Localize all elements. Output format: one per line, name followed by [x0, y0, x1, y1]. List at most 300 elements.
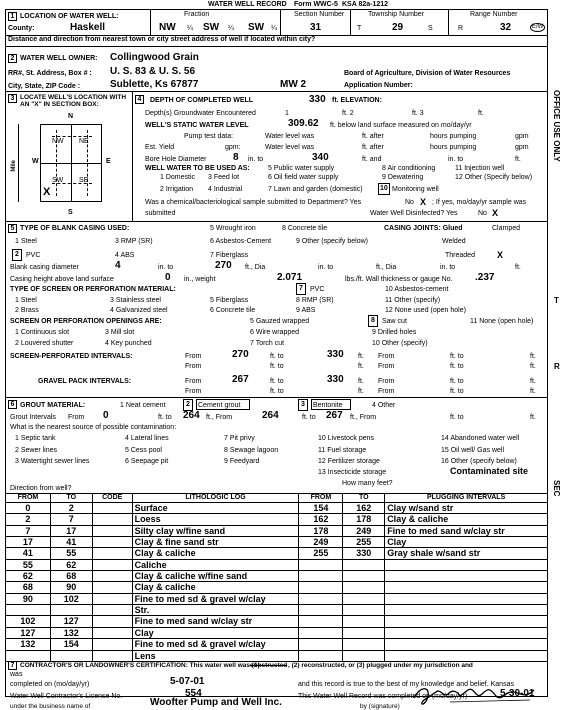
lbs-ft-gauge: lbs./ft. Wall thickness or gauge No. [345, 276, 453, 283]
certification-text-a: CONTRACTOR'S OR LANDOWNER'S CERTIFICATION: This water well was (1) [20, 662, 260, 669]
contam-lateral-lines: 4 Lateral lines [125, 435, 169, 442]
section-2-number: 2 [8, 54, 17, 63]
fraction-2: SW [203, 22, 220, 33]
table-row [6, 571, 548, 582]
log-from: 41 [6, 548, 51, 559]
plug-to: 162 [343, 503, 385, 514]
use-other: 12 Other (Specify below) [455, 174, 533, 181]
screen-abs: 9 ABS [296, 307, 316, 314]
contaminated-site-value: Contaminated site [450, 466, 529, 476]
owner-value: Collingwood Grain [110, 52, 199, 63]
disinfected-question: Water Well Disinfected? Yes [370, 210, 458, 217]
office-use-only-label: OFFICE USE ONLY [552, 90, 562, 162]
use-lawn-garden: 7 Lawn and garden (domestic) [268, 186, 363, 193]
quadrant-se: SE [79, 177, 89, 184]
from: From [68, 414, 85, 421]
contam-insecticide-storage: 13 Insecticide storage [318, 469, 387, 476]
business-name-value: Woofter Pump and Well Inc. [150, 697, 282, 708]
use-domestic: 1 Domestic [160, 174, 196, 181]
opening-saw-cut-number: 8 [368, 315, 378, 327]
gauge-value: .237 [475, 272, 495, 283]
city-value: Sublette, Ks 67877 [110, 79, 199, 90]
from: From [185, 353, 202, 360]
log-code [92, 514, 132, 525]
ft-after: ft. after [362, 144, 384, 151]
township-value: 29 [392, 22, 404, 33]
ft-to: ft. to [270, 353, 284, 360]
opening-drilled-holes: 9 Drilled holes [372, 329, 417, 336]
table-row [6, 525, 548, 536]
ft: ft. [530, 414, 536, 421]
plug-from [299, 627, 343, 638]
screen-other: 11 Other (specify) [385, 297, 441, 304]
log-description: Clay [132, 627, 299, 638]
address-label: RR#, St. Address, Box # : [8, 70, 92, 77]
log-code [92, 537, 132, 548]
ft-dia: ft., Dia [376, 264, 397, 271]
screen-pvc-number: 7 [296, 283, 306, 295]
application-number-label: Application Number: [344, 82, 413, 89]
bore-diameter-value: 8 [233, 152, 239, 163]
log-to: 102 [50, 593, 92, 604]
quarter-mark: ¼ [271, 25, 277, 32]
log-code [92, 650, 132, 661]
address-value: U. S. 83 & U. S. 56 [110, 66, 196, 77]
table-row [6, 537, 548, 548]
contamination-label: What is the nearest source of possible contamination: [10, 424, 177, 431]
section-1-label: LOCATION OF WATER WELL: [20, 13, 119, 20]
ft: ft. [515, 156, 521, 163]
quarter-mark: ¼ [228, 25, 234, 32]
header-from: FROM [299, 494, 343, 503]
log-description: Fine to med sand w/clay str [132, 616, 299, 627]
log-from: 68 [6, 582, 51, 593]
table-row [6, 559, 548, 570]
casing-diameter-label: Blank casing diameter [10, 264, 79, 271]
office-t-label: T [554, 296, 559, 305]
static-level-value: 309.62 [288, 118, 319, 129]
plug-to [343, 650, 385, 661]
contam-cess-pool: 5 Cess pool [125, 447, 162, 454]
in-to: in. to [440, 264, 456, 271]
plug-from: 249 [299, 537, 343, 548]
fraction-3: SW [248, 22, 265, 33]
log-to: 2 [50, 503, 92, 514]
ft: ft. [530, 378, 536, 385]
log-code [92, 593, 132, 604]
fraction-1: NW [159, 22, 176, 33]
table-row [6, 593, 548, 604]
record-completed-label: This Water Well Record was completed on (mo/day/yr) [298, 693, 468, 700]
monitoring-well-id: MW 2 [280, 79, 307, 90]
contam-seepage-pit: 6 Seepage pit [125, 458, 169, 465]
depth-value: 330 [309, 94, 326, 105]
log-description: Clay & caliche [132, 548, 299, 559]
screen-galvanized-steel: 4 Galvanized steel [110, 307, 168, 314]
plug-to: 255 [343, 537, 385, 548]
ft: ft. [358, 353, 364, 360]
plug-from: 154 [299, 503, 343, 514]
log-from: 17 [6, 537, 51, 548]
plug-description: Gray shale w/sand str [385, 548, 548, 559]
opening-mill-slot: 3 Mill slot [105, 329, 135, 336]
hours-pumping: hours pumping [430, 144, 477, 151]
log-description: Str. [132, 605, 299, 616]
form-number: Form WWC-5 [294, 1, 338, 8]
ft: ft. [358, 378, 364, 385]
contractor-signature [410, 684, 540, 706]
log-description: Loess [132, 514, 299, 525]
disinfected-no: No [478, 210, 487, 217]
office-sec-label: SEC [552, 480, 562, 497]
use-feed-lot: 3 Feed lot [208, 174, 240, 181]
table-row [6, 616, 548, 627]
openings-label: SCREEN OR PERFORATION OPENINGS ARE: [10, 318, 162, 325]
log-to: 55 [50, 548, 92, 559]
plug-from [299, 582, 343, 593]
ft: ft. [530, 353, 536, 360]
mile-scale [18, 124, 19, 202]
in-to: in. to [248, 156, 264, 163]
ft: ft. [530, 388, 536, 395]
log-to [50, 605, 92, 616]
plug-description [385, 605, 548, 616]
plug-from [299, 616, 343, 627]
pump-test-label: Pump test data: [184, 133, 234, 140]
grout-cement-number: 2 [183, 399, 193, 411]
completed-on-label: completed on (mo/day/yr) [10, 681, 90, 688]
table-row [6, 605, 548, 616]
casing-joints-label: CASING JOINTS: Glued [384, 225, 463, 232]
gpm: gpm [515, 133, 529, 140]
quarter-mark: ¼ [187, 25, 193, 32]
plug-from [299, 605, 343, 616]
chem-no-mark: X [420, 197, 427, 207]
use-air-conditioning: 8 Air conditioning [382, 165, 436, 172]
from: From [185, 378, 202, 385]
ft-and: ft. and [362, 156, 382, 163]
contam-livestock-pens: 10 Livestock pens [318, 435, 375, 442]
casing-label: TYPE OF BLANK CASING USED: [20, 225, 130, 232]
certification-text-b: , (2) reconstructed, or (3) plugged under my jurisdiction and [288, 662, 473, 669]
in-weight: in., weight [184, 276, 216, 283]
log-code [92, 639, 132, 650]
ft-to: ft. to [270, 378, 284, 385]
log-code [92, 605, 132, 616]
quadrant-nw: NW [52, 138, 64, 145]
mile-label: Mile [11, 160, 17, 172]
license-number: 554 [185, 688, 202, 699]
plug-description [385, 639, 548, 650]
log-description: Fine to med sd & gravel w/clay [132, 639, 299, 650]
township-label: Township Number [368, 11, 425, 18]
distance-label: Distance and direction from nearest town or city street address of well if located within city? [8, 36, 316, 43]
record-completed-date: 5-30-01 [500, 688, 535, 699]
contam-fuel-storage: 11 Fuel storage [318, 447, 367, 454]
contam-oil-gas-well: 15 Oil well/ Gas well [441, 447, 505, 454]
log-to: 17 [50, 525, 92, 536]
quadrant-ne: NE [79, 138, 89, 145]
use-irrigation: 2 Irrigation [160, 186, 194, 193]
gpm: gpm [515, 144, 529, 151]
plug-from [299, 593, 343, 604]
water-level-was: Water level was [265, 144, 315, 151]
use-label: WELL WATER TO BE USED AS: [145, 165, 250, 172]
opening-gauzed-wrapped: 5 Gauzed wrapped [250, 318, 310, 325]
log-description: Fine to med sd & gravel w/clay [132, 593, 299, 604]
depth-label: DEPTH OF COMPLETED WELL [150, 97, 254, 104]
range-value: 32 [500, 22, 512, 33]
ft-to: ft. to [270, 363, 284, 370]
header-plugging-intervals: PLUGGING INTERVALS [385, 494, 548, 503]
casing-weight-value: 2.071 [277, 272, 303, 283]
ft-from: ft., From [350, 414, 377, 421]
use-dewatering: 9 Dewatering [382, 174, 424, 181]
screen-interval-to: 330 [327, 349, 344, 360]
section-number-label: Section Number [294, 11, 345, 18]
casing-rmp: 3 RMP (SR) [115, 238, 153, 245]
opening-wire-wrapped: 6 Wire wrapped [250, 329, 300, 336]
log-from: 90 [6, 593, 51, 604]
gpm: gpm: [225, 144, 241, 151]
compass-east: E [106, 158, 111, 165]
log-from [6, 650, 51, 661]
compass-south: S [68, 209, 73, 216]
log-code [92, 616, 132, 627]
screen-asbestos-cement: 10 Asbestos-cement [385, 286, 449, 293]
section-7-number: 7 [8, 661, 17, 670]
casing-diameter-value: 4 [115, 260, 121, 271]
plug-description: Fine to med sand w/clay str [385, 525, 548, 536]
log-code [92, 525, 132, 536]
screen-concrete-tile: 6 Concrete tile [210, 307, 256, 314]
screen-steel: 1 Steel [15, 297, 37, 304]
groundwater-2: ft. 2 [342, 110, 354, 117]
township-t: T [357, 25, 362, 32]
log-description: Clay & fine sand str [132, 537, 299, 548]
from: From [378, 363, 395, 370]
opening-other: 10 Other (specify) [372, 340, 428, 347]
bore-diameter-label: Bore Hole Diameter [145, 156, 207, 163]
form-title: WATER WELL RECORD [208, 1, 287, 8]
township-s: S [428, 25, 433, 32]
from: From [378, 378, 395, 385]
plug-to [343, 582, 385, 593]
log-from: 102 [6, 616, 51, 627]
log-code [92, 503, 132, 514]
use-monitoring-number: 10 [378, 183, 390, 195]
casing-asbestos-cement: 6 Asbestos-Cement [210, 238, 272, 245]
plug-description [385, 582, 548, 593]
ft-dia: ft., Dia [245, 264, 266, 271]
use-oil-field: 6 Oil field water supply [268, 174, 339, 181]
east-west-circled: E/W [532, 24, 544, 30]
ft: ft. [358, 388, 364, 395]
plug-description: Clay [385, 537, 548, 548]
from: From [378, 353, 395, 360]
plug-description [385, 650, 548, 661]
casing-concrete-tile: 8 Concrete tile [282, 225, 328, 232]
log-from: 7 [6, 525, 51, 536]
plug-description: Clay w/sand str [385, 503, 548, 514]
log-to: 62 [50, 559, 92, 570]
plug-from [299, 639, 343, 650]
static-level-tail: ft. below land surface measured on mo/day/yr [330, 122, 472, 129]
screen-rmp: 8 RMP (SR) [296, 297, 334, 304]
table-row [6, 582, 548, 593]
use-industrial: 4 Industrial [208, 186, 243, 193]
business-name-label: under the business name of [10, 703, 91, 710]
ft-to: ft. to [302, 414, 316, 421]
ft-to: ft. to [270, 388, 284, 395]
opening-key-punched: 4 Key punched [105, 340, 152, 347]
contam-feedyard: 9 Feedyard [224, 458, 260, 465]
section-box-label: LOCATE WELL'S LOCATION WITH AN "X" IN SECTION BOX: [20, 94, 127, 109]
section-5-number: 5 [8, 224, 17, 233]
grout-from-1: 0 [103, 410, 109, 421]
county-label: County: [8, 25, 35, 32]
record-true-statement: and this record is true to the best of my knowledge and belief. Kansas [298, 681, 514, 688]
quadrant-sw: SW [52, 177, 64, 184]
board-label: Board of Agriculture, Division of Water Resources [344, 70, 511, 77]
log-from: 0 [6, 503, 51, 514]
fraction-label: Fraction [184, 11, 210, 18]
signature-label: by (signature) [360, 703, 400, 710]
plug-to [343, 593, 385, 604]
use-public-water: 5 Public water supply [268, 165, 335, 172]
contam-watertight-sewer: 3 Watertight sewer lines [15, 458, 90, 465]
ft-after: ft. after [362, 133, 384, 140]
county-value: Haskell [70, 22, 106, 33]
from: From [185, 388, 202, 395]
screen-brass: 2 Brass [15, 307, 39, 314]
grout-neat-cement: 1 Neat cement [120, 402, 166, 409]
section-1-number: 1 [8, 12, 17, 21]
section-4-number: 4 [135, 95, 144, 104]
use-monitoring-well: Monitoring well [392, 186, 439, 193]
plug-from [299, 559, 343, 570]
table-row [6, 503, 548, 514]
plug-description: Clay & caliche [385, 514, 548, 525]
hours-pumping: hours pumping [430, 133, 477, 140]
gravel-pack-from: 267 [232, 374, 249, 385]
grout-cement-grout: Cement grout [198, 402, 241, 409]
gravel-pack-to: 330 [327, 374, 344, 385]
groundwater-3: ft. 3 [412, 110, 424, 117]
groundwater-1: 1 [285, 110, 289, 117]
opening-louvered-shutter: 2 Louvered shutter [15, 340, 74, 347]
well-location-mark: X [43, 186, 51, 198]
casing-height-label: Casing height above land surface [10, 276, 114, 283]
submitted-label: submitted [145, 210, 176, 217]
plug-to [343, 639, 385, 650]
plug-to [343, 627, 385, 638]
contam-fertilizer-storage: 12 Fertilizer storage [318, 458, 380, 465]
table-row [6, 514, 548, 525]
ft-to: ft. to [450, 388, 464, 395]
log-from: 55 [6, 559, 51, 570]
was-label: was [10, 671, 23, 678]
chem-sample-question: Was a chemical/bacteriological sample submitted to Department? Yes [145, 199, 362, 206]
casing-other: 9 Other (specify below) [296, 238, 368, 245]
compass-west: W [32, 158, 39, 165]
screen-intervals-label: SCREEN-PERFORATED INTERVALS: [10, 353, 133, 360]
chem-tail: ; If yes, mo/day/yr sample was [432, 199, 527, 206]
log-header-row [6, 494, 548, 503]
plug-from: 255 [299, 548, 343, 559]
plug-to: 330 [343, 548, 385, 559]
plug-to [343, 571, 385, 582]
city-label: City, State, ZIP Code : [8, 83, 81, 90]
from: From [378, 388, 395, 395]
bore-depth-value: 340 [312, 152, 329, 163]
table-row [6, 627, 548, 638]
grout-material-label: GROUT MATERIAL: [20, 402, 86, 409]
range-label: Range Number [470, 11, 518, 18]
log-code [92, 548, 132, 559]
log-from: 127 [6, 627, 51, 638]
grout-to-1: 264 [183, 410, 200, 421]
direction-label: Direction from well? [10, 485, 72, 492]
license-label: Water Well Contractor's License No. [10, 693, 123, 700]
log-description: Surface [132, 503, 299, 514]
contam-abandoned-well: 14 Abandoned water well [441, 435, 520, 442]
casing-fiberglass: 7 Fiberglass [210, 252, 249, 259]
yield-label: Est. Yield [145, 144, 175, 151]
plug-description [385, 571, 548, 582]
grout-from-2: 264 [262, 410, 279, 421]
plug-from [299, 650, 343, 661]
log-code [92, 571, 132, 582]
groundwater-ft: ft. [478, 110, 484, 117]
screen-fiberglass: 5 Fiberglass [210, 297, 249, 304]
ft: ft. [358, 363, 364, 370]
ft-to: ft. to [450, 353, 464, 360]
joints-clamped: Clamped [492, 225, 521, 232]
compass-north: N [68, 113, 74, 120]
casing-steel: 1 Steel [15, 238, 37, 245]
casing-pvc-number: 2 [12, 249, 22, 261]
casing-height-value: 0 [165, 272, 171, 283]
joints-threaded: Threaded [445, 252, 475, 259]
grout-bentonite: Bentonite [313, 402, 343, 409]
screen-interval-from: 270 [232, 349, 249, 360]
plug-to: 249 [343, 525, 385, 536]
ft-from: ft., From [206, 414, 233, 421]
range-r: R [458, 25, 464, 32]
grout-intervals-label: Grout Intervals [10, 414, 56, 421]
screen-none-used: 12 None used (open hole) [385, 307, 466, 314]
office-r-label: R [554, 362, 560, 371]
casing-abs: 4 ABS [115, 252, 135, 259]
header-to: TO [50, 494, 92, 503]
joints-welded: Welded [442, 238, 466, 245]
section-6-number: 6 [8, 400, 17, 409]
completed-date: 5-07-01 [170, 676, 205, 687]
contam-pit-privy: 7 Pit privy [224, 435, 255, 442]
ft-to: ft. to [158, 414, 172, 421]
screen-pvc: PVC [310, 286, 325, 293]
log-to: 154 [50, 639, 92, 650]
owner-label: WATER WELL OWNER: [20, 55, 98, 62]
log-description: Clay & caliche w/fine sand [132, 571, 299, 582]
plug-description [385, 627, 548, 638]
ft-to: ft. to [450, 414, 464, 421]
contam-sewage-lagoon: 8 Sewage lagoon [224, 447, 279, 454]
ft-to: ft. to [450, 363, 464, 370]
log-from [6, 605, 51, 616]
plug-description [385, 559, 548, 570]
